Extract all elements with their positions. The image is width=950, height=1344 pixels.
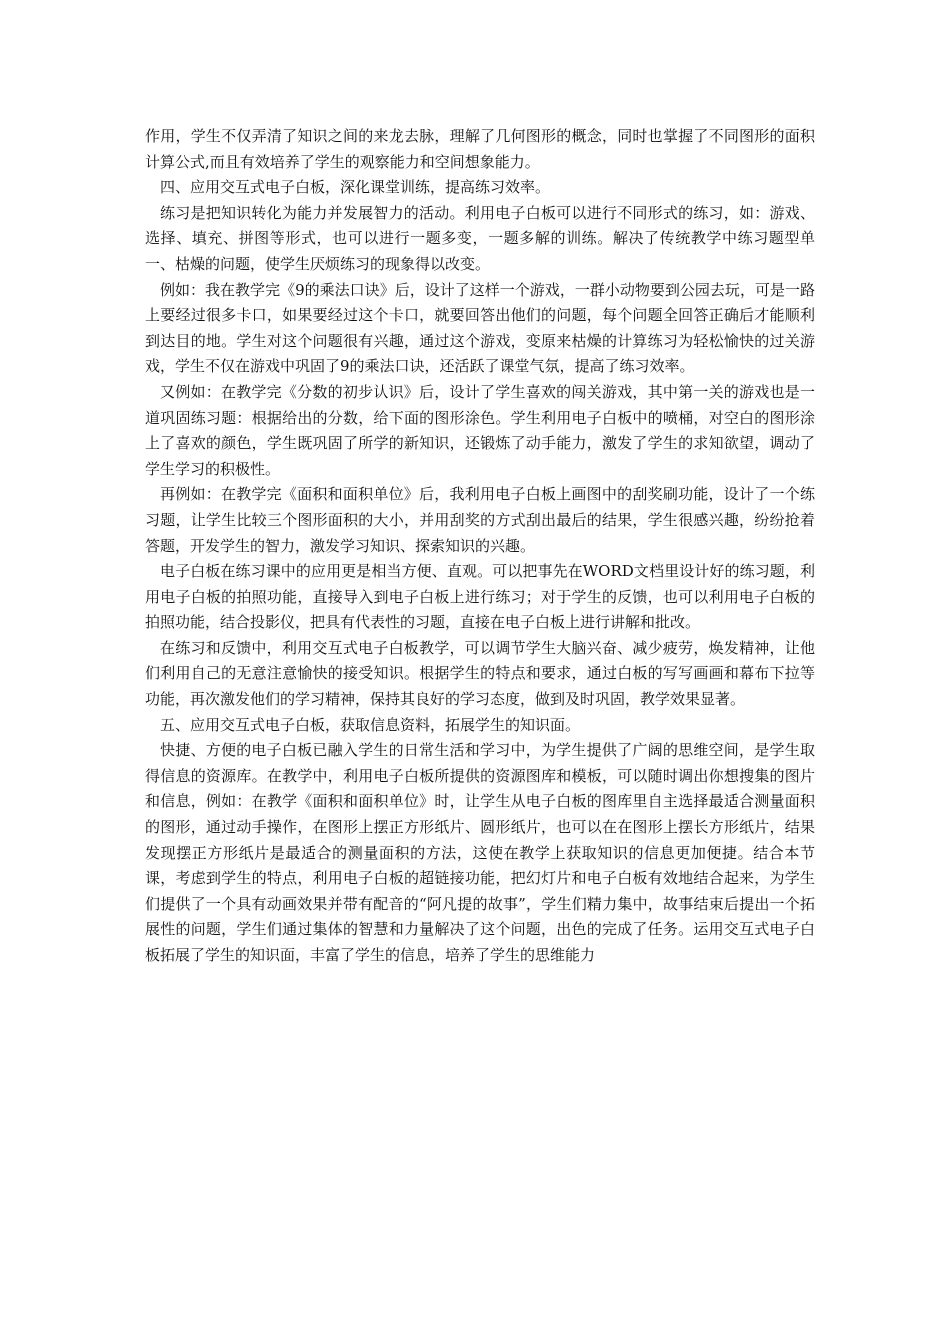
paragraph-resources: 快捷、方便的电子白板已融入学生的日常生活和学习中，为学生提供了广阔的思维空间，是学生取得信息的资源库。在教学中，利用电子白板所提供的资源图库和模板，可以随时调出你想搜集的图片和信息，例如：在教学《面积和面积单位》时，让学生从电子白板的图库里自主选择最适合测量面积的图形，通过动手操作，在图形上摆正方形纸片、圆形纸片，也可以在在图形上摆长方形纸片，结果发现摆正方形纸片是最适合的测量面积的方法，这使在教学上获取知识的信息更加便捷。结合本节课，考虑到学生的特点，利用电子白板的超链接功能，把幻灯片和电子白板有效地结合起来，为学生们提供了一个具有动画效果并带有配音的“阿凡提的故事”，学生们精力集中，故事结束后提出一个拓展性的问题，学生们通过集体的智慧和力量解决了这个问题，出色的完成了任务。运用交互式电子白板拓展了学生的知识面，丰富了学生的信息，培养了学生的思维能力 (145, 741, 815, 964)
paragraph-example-fractions: 又例如：在教学完《分数的初步认识》后，设计了学生喜欢的闯关游戏，其中第一关的游戏也是一道巩固练习题：根据给出的分数，给下面的图形涂色。学生利用电子白板中的喷桶，对空白的图形涂上了喜欢的颜色，学生既巩固了所学的新知识，还锻炼了动手能力，激发了学生的求知欲望，调动了学生学习的积极性。 (145, 382, 815, 478)
paragraph-practice-intro: 练习是把知识转化为能力并发展智力的活动。利用电子白板可以进行不同形式的练习，如：游戏、选择、填充、拼图等形式，也可以进行一题多变，一题多解的训练。解决了传统教学中练习题型单一、枯燥的问题，使学生厌烦练习的现象得以改变。 (145, 203, 815, 273)
paragraph-example-area: 再例如：在教学完《面积和面积单位》后，我利用电子白板上画图中的刮奖刷功能，设计了一个练习题，让学生比较三个图形面积的大小，并用刮奖的方式刮出最后的结果，学生很感兴趣，纷纷抢着答题，开发学生的智力，激发学习知识、探索知识的兴趣。 (145, 485, 815, 555)
document-page (145, 124, 815, 969)
paragraph-whiteboard-practice: 电子白板在练习课中的应用更是相当方便、直观。可以把事先在WORD文档里设计好的练习题，利用电子白板的拍照功能，直接导入到电子白板上进行练习；对于学生的反馈，也可以利用电子白板的拍照功能，结合投影仪，把具有代表性的习题，直接在电子白板上进行讲解和批改。 (145, 562, 815, 632)
paragraph-example-multiplication: 例如：我在教学完《9的乘法口诀》后，设计了这样一个游戏，一群小动物要到公园去玩，可是一路上要经过很多卡口，如果要经过这个卡口，就要回答出他们的问题，每个问题全回答正确后才能顺利到达目的地。学生对这个问题很有兴趣，通过这个游戏，变原来枯燥的计算练习为轻松愉快的过关游戏，学生不仅在游戏中巩固了9的乘法口诀，还活跃了课堂气氛，提高了练习效率。 (145, 280, 815, 376)
section-heading-four: 四、应用交互式电子白板，深化课堂训练，提高练习效率。 (160, 178, 551, 197)
paragraph-feedback: 在练习和反馈中，利用交互式电子白板教学，可以调节学生大脑兴奋、减少疲劳，焕发精神，让他们利用自己的无意注意愉快的接受知识。根据学生的特点和要求，通过白板的写写画画和幕布下拉等功能，再次激发他们的学习精神，保持其良好的学习态度，做到及时巩固，教学效果显著。 (145, 638, 815, 709)
paragraph-continuation: 作用，学生不仅弄清了知识之间的来龙去脉，理解了几何图形的概念，同时也掌握了不同图形的面积计算公式,而且有效培养了学生的观察能力和空间想象能力。 (145, 127, 815, 171)
section-heading-five: 五、应用交互式电子白板，获取信息资料，拓展学生的知识面。 (160, 715, 581, 734)
